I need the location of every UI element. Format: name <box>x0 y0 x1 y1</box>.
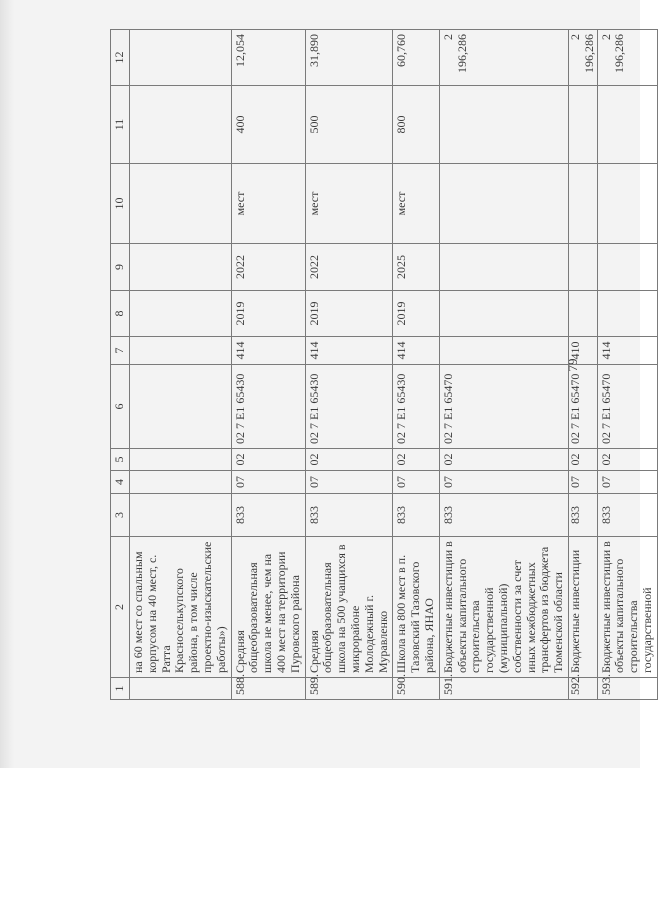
cell-end-year: 2022 <box>305 244 393 291</box>
table-row <box>439 30 568 700</box>
cell-end-year <box>568 244 597 291</box>
cell-expense-type: 410 <box>568 337 597 365</box>
cell-name: Бюджетные инвестиции <box>568 537 597 678</box>
cell-section: 07 <box>231 471 305 494</box>
cell <box>130 244 232 291</box>
cell-capacity <box>568 86 597 164</box>
table-row <box>393 30 439 700</box>
cell-amount: 2 196,286 <box>568 30 597 86</box>
cell-start-year <box>568 291 597 337</box>
cell <box>130 164 232 244</box>
cell-capacity: 500 <box>305 86 393 164</box>
cell-unit <box>597 164 657 244</box>
column-header: 9 <box>111 244 130 291</box>
cell <box>130 30 232 86</box>
cell-amount: 60,760 <box>393 30 439 86</box>
cell-amount: 2 196,286 <box>597 30 657 86</box>
cell-target-article: 02 7 E1 65470 <box>439 365 568 449</box>
cell-subsection: 02 <box>597 449 657 471</box>
cell-name: Бюджетные инвестиции в объекты капитального строительства государственной (муниципальной) собственности за счет иных межбюджетных трансфертов из бюджета Тюменской области <box>439 537 568 678</box>
column-header: 2 <box>111 537 130 678</box>
cell <box>130 291 232 337</box>
cell-section: 07 <box>568 471 597 494</box>
rotated-sheet <box>110 30 654 700</box>
cell-capacity <box>439 86 568 164</box>
column-header: 3 <box>111 494 130 537</box>
column-header: 4 <box>111 471 130 494</box>
cell-unit <box>568 164 597 244</box>
cell-end-year <box>597 244 657 291</box>
cell <box>130 337 232 365</box>
column-header: 5 <box>111 449 130 471</box>
cell-section: 07 <box>305 471 393 494</box>
cell-unit: мест <box>305 164 393 244</box>
cell-start-year <box>597 291 657 337</box>
cell-row-number: 591. <box>439 678 568 700</box>
scan-edge-shadow <box>0 0 14 768</box>
cell-target-article: 02 7 E1 65430 <box>305 365 393 449</box>
cell-target-article: 02 7 E1 65470 <box>597 365 657 449</box>
column-header: 6 <box>111 365 130 449</box>
cell-row-number: 593. <box>597 678 657 700</box>
cell-subsection: 02 <box>305 449 393 471</box>
cell-target-article: 02 7 E1 65430 <box>231 365 305 449</box>
cell-unit <box>439 164 568 244</box>
cell-section: 07 <box>597 471 657 494</box>
cell-code: 833 <box>393 494 439 537</box>
header-row <box>111 30 130 700</box>
column-header: 7 <box>111 337 130 365</box>
cell-start-year: 2019 <box>393 291 439 337</box>
cell-name: Школа на 800 мест в п. Тазовский Тазовского района, ЯНАО <box>393 537 439 678</box>
cell-capacity: 800 <box>393 86 439 164</box>
budget-table <box>110 29 658 700</box>
cell-amount: 31,890 <box>305 30 393 86</box>
cell-expense-type: 414 <box>305 337 393 365</box>
cell <box>130 471 232 494</box>
table-row <box>231 30 305 700</box>
cell-start-year: 2019 <box>231 291 305 337</box>
cell <box>130 449 232 471</box>
cell-section: 07 <box>439 471 568 494</box>
cell-row-number: 592. <box>568 678 597 700</box>
column-header: 10 <box>111 164 130 244</box>
cell-expense-type: 414 <box>597 337 657 365</box>
cell-amount: 2 196,286 <box>439 30 568 86</box>
column-header: 1 <box>111 678 130 700</box>
cell-name: Средняя общеобразовательная школа на 500 учащихся в микрорайоне Молодежный г. Муравленко <box>305 537 393 678</box>
cell-code: 833 <box>568 494 597 537</box>
cell-code: 833 <box>305 494 393 537</box>
cell-capacity <box>597 86 657 164</box>
cell-row-number: 588. <box>231 678 305 700</box>
cell-unit: мест <box>393 164 439 244</box>
cell-start-year <box>439 291 568 337</box>
cell-subsection: 02 <box>568 449 597 471</box>
cell <box>130 494 232 537</box>
cell-section: 07 <box>393 471 439 494</box>
column-header: 8 <box>111 291 130 337</box>
cell-expense-type <box>439 337 568 365</box>
cell-end-year: 2022 <box>231 244 305 291</box>
cell-code: 833 <box>439 494 568 537</box>
table-row <box>597 30 657 700</box>
cell-code: 833 <box>231 494 305 537</box>
cell <box>130 365 232 449</box>
column-header: 12 <box>111 30 130 86</box>
cell-amount: 12,054 <box>231 30 305 86</box>
cell-expense-type: 414 <box>231 337 305 365</box>
cell-code: 833 <box>597 494 657 537</box>
cell-name: на 60 мест со спальным корпусом на 40 мест, с. Ратта Красноселькупского района, в том числе проектно-изыскательские работы») <box>130 537 232 678</box>
table-row <box>568 30 597 700</box>
cell <box>130 678 232 700</box>
cell-expense-type: 414 <box>393 337 439 365</box>
cell-unit: мест <box>231 164 305 244</box>
cell-name: Бюджетные инвестиции в объекты капитального строительства государственной <box>597 537 657 678</box>
cell-subsection: 02 <box>231 449 305 471</box>
cell <box>130 86 232 164</box>
table-row <box>305 30 393 700</box>
cell-target-article: 02 7 E1 65430 <box>393 365 439 449</box>
table-row-continuation <box>130 30 232 700</box>
cell-row-number: 589. <box>305 678 393 700</box>
cell-start-year: 2019 <box>305 291 393 337</box>
column-header: 11 <box>111 86 130 164</box>
cell-capacity: 400 <box>231 86 305 164</box>
cell-name: Средняя общеобразовательная школа не менее, чем на 400 мест на территории Пуровского района <box>231 537 305 678</box>
cell-row-number: 590. <box>393 678 439 700</box>
cell-subsection: 02 <box>393 449 439 471</box>
cell-subsection: 02 <box>439 449 568 471</box>
cell-end-year <box>439 244 568 291</box>
page-number: 79 <box>565 358 580 372</box>
cell-target-article: 02 7 E1 65470 <box>568 365 597 449</box>
cell-end-year: 2025 <box>393 244 439 291</box>
